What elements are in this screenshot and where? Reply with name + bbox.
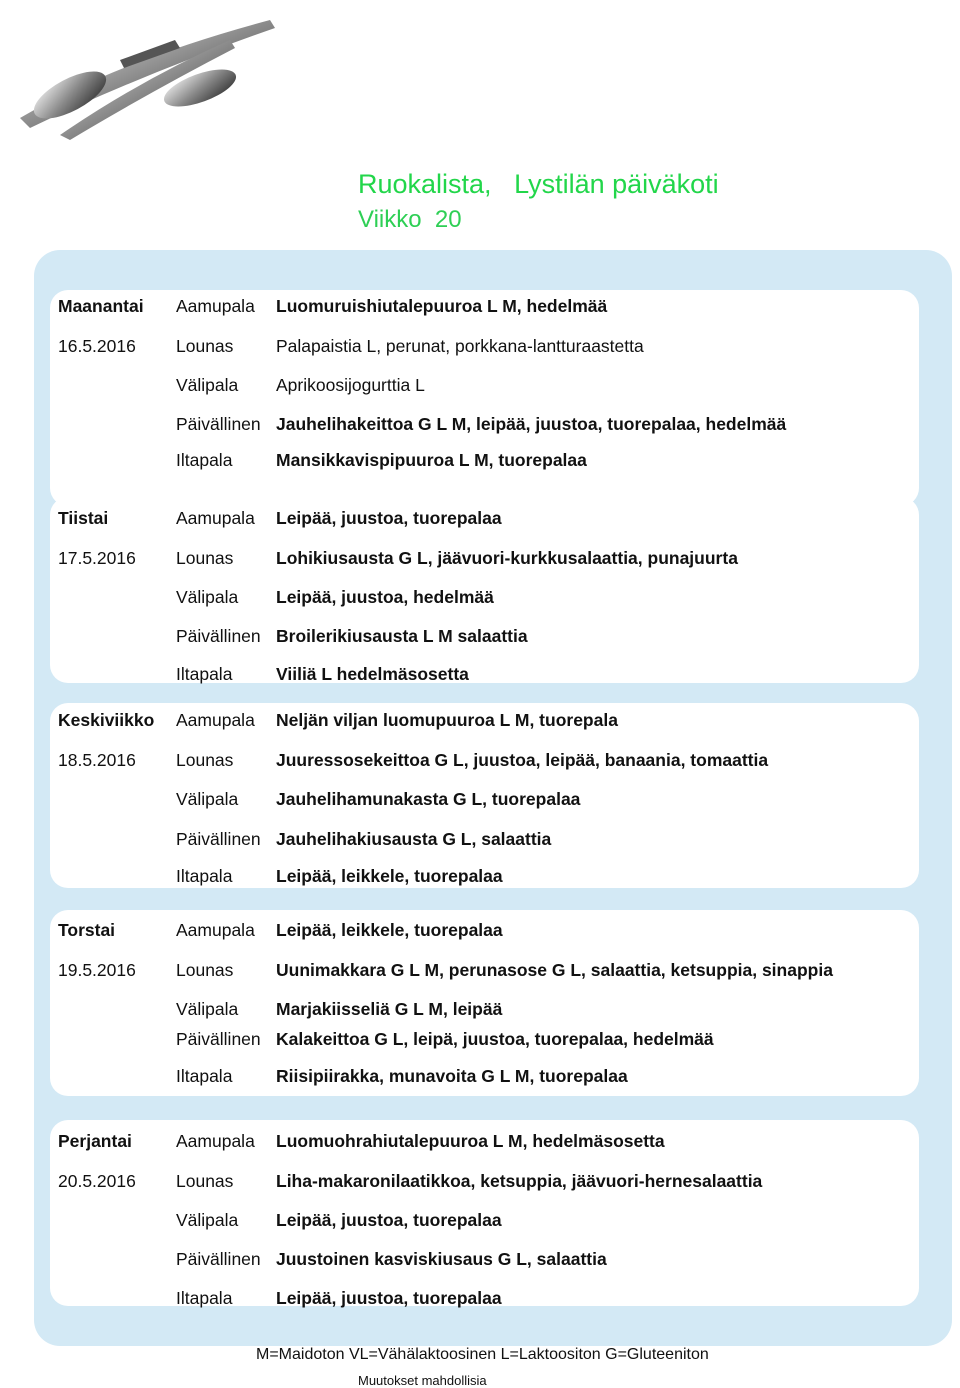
meal-food: Uunimakkara G L M, perunasose G L, salaattia, ketsuppia, sinappia	[276, 960, 833, 980]
meal-name: Välipala	[176, 999, 239, 1019]
meal-name: Päivällinen	[176, 626, 261, 646]
meal-food: Jauhelihamunakasta G L, tuorepalaa	[276, 789, 581, 809]
meal-food: Kalakeittoa G L, leipä, juustoa, tuorepalaa, hedelmää	[276, 1029, 714, 1049]
diet-legend: M=Maidoton VL=Vähälaktoosinen L=Laktoositon G=Gluteeniton	[256, 1346, 709, 1363]
meal-food: Broilerikiusausta L M salaattia	[276, 626, 528, 646]
day-card-monday	[50, 290, 919, 506]
cutlery-image	[0, 0, 300, 140]
day-date: 19.5.2016	[58, 960, 136, 980]
day-date: 17.5.2016	[58, 548, 136, 568]
changes-note: Muutokset mahdollisia	[358, 1373, 487, 1388]
meal-name: Aamupala	[176, 508, 255, 528]
meal-food: Mansikkavispipuuroa L M, tuorepalaa	[276, 450, 587, 470]
day-name: Tiistai	[58, 508, 109, 528]
title-line-1: Ruokalista, Lystilän päiväkoti	[358, 169, 719, 199]
day-card-tuesday	[50, 497, 919, 683]
day-name: Torstai	[58, 920, 116, 940]
meal-food: Aprikoosijogurttia L	[276, 375, 425, 395]
meal-name: Iltapala	[176, 450, 233, 470]
meal-food: Juustoinen kasviskiusaus G L, salaattia	[276, 1249, 607, 1269]
meal-food: Leipää, juustoa, hedelmää	[276, 587, 494, 607]
day-card-thursday	[50, 910, 919, 1096]
meal-food: Jauhelihakiusausta G L, salaattia	[276, 829, 552, 849]
day-name: Perjantai	[58, 1131, 132, 1151]
meal-food: Leipää, juustoa, tuorepalaa	[276, 1210, 502, 1230]
menu-title	[358, 166, 719, 238]
meal-name: Lounas	[176, 548, 234, 568]
meal-food: Luomuruishiutalepuuroa L M, hedelmää	[276, 296, 608, 316]
meal-food: Luomuohrahiutalepuuroa L M, hedelmäsosetta	[276, 1131, 665, 1151]
meal-food: Palapaistia L, perunat, porkkana-lantturaastetta	[276, 336, 644, 356]
meal-name: Välipala	[176, 587, 239, 607]
day-name: Keskiviikko	[58, 710, 155, 730]
day-date: 18.5.2016	[58, 750, 136, 770]
meal-food: Lohikiusausta G L, jäävuori-kurkkusalaattia, punajuurta	[276, 548, 738, 568]
meal-name: Aamupala	[176, 710, 255, 730]
meal-food: Liha-makaronilaatikkoa, ketsuppia, jäävuori-hernesalaattia	[276, 1171, 763, 1191]
meal-name: Aamupala	[176, 296, 255, 316]
meal-name: Välipala	[176, 1210, 239, 1230]
meal-name: Välipala	[176, 789, 239, 809]
title-line-2: Viikko 20	[358, 206, 462, 233]
meal-name: Päivällinen	[176, 1029, 261, 1049]
day-card-friday	[50, 1120, 919, 1306]
meal-name: Lounas	[176, 960, 234, 980]
day-card-wednesday	[50, 703, 919, 888]
meal-food: Marjakiisseliä G L M, leipää	[276, 999, 503, 1019]
meal-name: Iltapala	[176, 1066, 233, 1086]
meal-name: Iltapala	[176, 664, 233, 684]
meal-name: Päivällinen	[176, 414, 261, 434]
meal-food: Leipää, leikkele, tuorepalaa	[276, 920, 503, 940]
meal-name: Lounas	[176, 336, 234, 356]
day-name: Maanantai	[58, 296, 144, 316]
meal-food: Viiliä L hedelmäsosetta	[276, 664, 469, 684]
meal-name: Iltapala	[176, 1288, 233, 1308]
meal-name: Päivällinen	[176, 829, 261, 849]
day-date: 16.5.2016	[58, 336, 136, 356]
meal-food: Leipää, juustoa, tuorepalaa	[276, 1288, 502, 1308]
meal-food: Jauhelihakeittoa G L M, leipää, juustoa, tuorepalaa, hedelmää	[276, 414, 787, 434]
meal-name: Lounas	[176, 750, 234, 770]
meal-name: Päivällinen	[176, 1249, 261, 1269]
meal-name: Aamupala	[176, 920, 255, 940]
meal-name: Lounas	[176, 1171, 234, 1191]
meal-food: Riisipiirakka, munavoita G L M, tuorepalaa	[276, 1066, 628, 1086]
meal-food: Juuressosekeittoa G L, juustoa, leipää, banaania, tomaattia	[276, 750, 769, 770]
meal-name: Aamupala	[176, 1131, 255, 1151]
meal-food: Leipää, juustoa, tuorepalaa	[276, 508, 502, 528]
meal-name: Iltapala	[176, 866, 233, 886]
meal-name: Välipala	[176, 375, 239, 395]
meal-food: Neljän viljan luomupuuroa L M, tuorepala	[276, 710, 618, 730]
day-date: 20.5.2016	[58, 1171, 136, 1191]
meal-food: Leipää, leikkele, tuorepalaa	[276, 866, 503, 886]
